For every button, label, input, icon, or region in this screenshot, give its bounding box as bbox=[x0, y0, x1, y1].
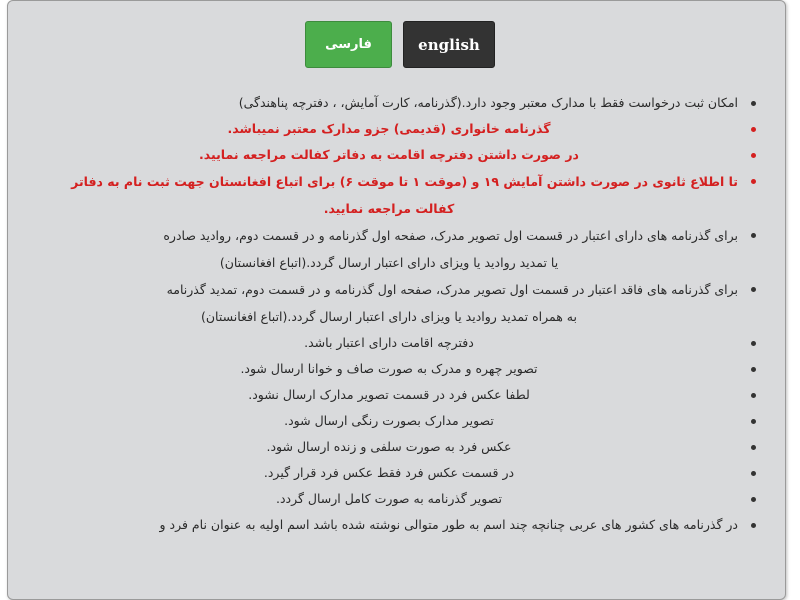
rule-item bbox=[40, 222, 768, 276]
rule-text: عکس فرد به صورت سلفی و زنده ارسال شود. bbox=[266, 439, 512, 454]
rule-item-warning bbox=[40, 116, 768, 142]
rule-text-line2: به همراه تمدید روادید یا ویزای دارای اعتبار ارسال گردد.(اتباع افغانستان) bbox=[201, 309, 577, 324]
rule-text-line1: برای گذرنامه های دارای اعتبار در قسمت اول تصویر مدرک، صفحه اول گذرنامه و در قسمت دوم، روادید صادره bbox=[163, 228, 738, 243]
bullet-icon bbox=[751, 367, 756, 372]
rule-text: تصویر گذرنامه به صورت کامل ارسال گردد. bbox=[275, 491, 503, 506]
rule-text: در صورت داشتن دفترچه اقامت به دفاتر کفالت مراجعه نمایید. bbox=[199, 147, 579, 162]
bullet-icon bbox=[751, 127, 756, 132]
bullet-icon bbox=[751, 497, 756, 502]
rule-text: امکان ثبت درخواست فقط با مدارک معتبر وجود دارد.(گذرنامه، کارت آمایش، ، دفترچه پناهندگی) bbox=[238, 95, 738, 110]
bullet-icon bbox=[751, 419, 756, 424]
bullet-icon bbox=[751, 445, 756, 450]
rule-item bbox=[40, 486, 768, 512]
rule-text-line2: یا تمدید روادید یا ویزای دارای اعتبار ارسال گردد.(اتباع افغانستان) bbox=[219, 255, 559, 270]
bullet-icon bbox=[751, 393, 756, 398]
bullet-icon bbox=[751, 179, 756, 184]
rule-item bbox=[40, 382, 768, 408]
rule-item bbox=[40, 330, 768, 356]
rule-text-line1: برای گذرنامه های فاقد اعتبار در قسمت اول تصویر مدرک، صفحه اول گذرنامه و در قسمت دوم، تمدید گذرنامه bbox=[166, 282, 738, 297]
rule-text: در قسمت عکس فرد فقط عکس فرد قرار گیرد. bbox=[263, 465, 515, 480]
bullet-icon bbox=[751, 287, 756, 292]
bullet-icon bbox=[751, 341, 756, 346]
farsi-language-button[interactable]: فارسی bbox=[305, 21, 392, 68]
language-switch bbox=[0, 21, 800, 68]
rule-item bbox=[40, 276, 768, 330]
rule-text: تصویر مدارک بصورت رنگی ارسال شود. bbox=[284, 413, 494, 428]
bullet-icon bbox=[751, 471, 756, 476]
rule-item bbox=[40, 408, 768, 434]
english-language-button[interactable]: english bbox=[403, 21, 495, 68]
bullet-icon bbox=[751, 523, 756, 528]
rule-item bbox=[40, 460, 768, 486]
rule-item bbox=[40, 356, 768, 382]
rule-item-warning bbox=[40, 168, 768, 222]
rule-text: دفترچه اقامت دارای اعتبار باشد. bbox=[304, 335, 474, 350]
rule-item-warning bbox=[40, 142, 768, 168]
bullet-icon bbox=[751, 233, 756, 238]
rule-item bbox=[40, 512, 768, 538]
rule-text-line1: تا اطلاع ثانوی در صورت داشتن آمایش ۱۹ و (موقت ۱ تا موقت ۶) برای اتباع افغانستان جهت ثبت نام به دفاتر bbox=[71, 174, 738, 189]
rules-list bbox=[40, 90, 768, 538]
rule-text: لطفا عکس فرد در قسمت تصویر مدارک ارسال نشود. bbox=[248, 387, 530, 402]
rule-text-line2: کفالت مراجعه نمایید. bbox=[323, 201, 455, 216]
rule-item bbox=[40, 434, 768, 460]
bullet-icon bbox=[751, 101, 756, 106]
rule-text: در گذرنامه های کشور های عربی چنانچه چند اسم به طور متوالی نوشته شده باشد اسم اولیه به عنوان نام فرد و bbox=[159, 517, 738, 532]
rule-text: تصویر چهره و مدرک به صورت صاف و خوانا ارسال شود. bbox=[240, 361, 538, 376]
rule-text: گذرنامه خانواری (قدیمی) جزو مدارک معتبر نمیباشد. bbox=[227, 121, 551, 136]
bullet-icon bbox=[751, 153, 756, 158]
rule-item bbox=[40, 90, 768, 116]
